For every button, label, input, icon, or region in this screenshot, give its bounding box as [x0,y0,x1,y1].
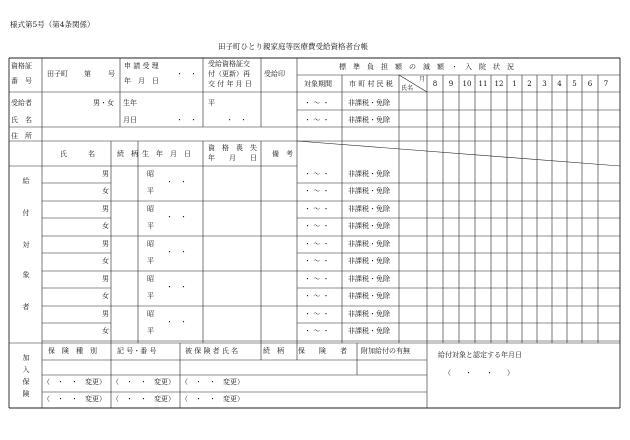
apply-label-2: 年 月 日 [124,77,159,85]
issue-label-3: 交 付 年 月 日 [208,80,252,88]
family-dots-5: ・ ・ [166,318,187,326]
side-char-1: 給 [22,177,30,185]
family-period-b-4: ・ ～ ・ [304,292,330,300]
go-label: 号 [108,70,115,78]
family-female-2: 女 [102,222,109,230]
address-label: 住 所 [11,132,32,140]
ins-symbol-header: 記 号・番 号 [117,347,157,355]
apply-label-1: 申 請 受 理 [124,62,159,70]
birth-label-1: 生年 [123,99,137,107]
form-label: 様式第5号（第4条関係） [10,20,95,29]
family-period-a-4: ・ ～ ・ [304,275,330,283]
month-4: 4 [557,80,562,88]
cert-date-label: 給付対象と認定する年月日 [438,351,522,359]
family-showa-2: 昭 [147,205,154,213]
period-header: 対象期間 [304,80,332,88]
dai-label: 第 [84,70,91,78]
name-label: 氏名 [401,85,414,92]
month-8: 8 [432,80,438,88]
family-heisei-4: 平 [147,292,154,300]
family-period-a-2: ・ ～ ・ [304,205,330,213]
municipal-tax-header: 市 町 村 民 税 [349,80,393,88]
family-period-b-2: ・ ～ ・ [304,222,330,230]
issue-label-1: 受給資格証交 [208,60,250,68]
family-period-b-5: ・ ～ ・ [304,327,330,335]
family-period-a-1: ・ ～ ・ [304,170,330,178]
ins-insured-header: 被 保 険 者 氏 名 [185,347,239,355]
remarks-header: 備 考 [272,150,293,158]
ins-change-2-2: （ ・ ・ 変更） [112,395,175,403]
lost-header-1: 資 格 喪 失 [208,144,257,152]
ins-change-2-1: （ ・ ・ 変更） [43,395,106,403]
family-showa-5: 昭 [147,310,154,318]
family-tax-a-4: 非課税・免除 [348,275,390,283]
recipient-tax-2: 非課税・免除 [348,116,390,124]
family-period-b-1: ・ ～ ・ [304,187,330,195]
family-tax-b-4: 非課税・免除 [348,292,390,300]
family-period-a-5: ・ ～ ・ [304,310,330,318]
family-male-3: 男 [102,240,109,248]
recipient-seal-label: 受給印 [264,70,285,78]
cert-date-value: （ ・ ・ ） [444,369,514,377]
family-heisei-1: 平 [147,187,154,195]
month-label: 月 [419,76,426,83]
month-11: 11 [478,80,488,88]
family-showa-1: 昭 [147,170,154,178]
ins-side-3: 保 [22,378,30,386]
recipient-label-1: 受給者 [11,99,32,107]
family-tax-b-5: 非課税・免除 [348,327,390,335]
ins-relation-header: 続 柄 [263,347,284,355]
family-tax-a-1: 非課税・免除 [348,170,390,178]
family-birth-header: 生 年 月 日 [142,150,191,158]
ins-side-2: 入 [22,366,30,374]
form-title: 田子町ひとり親家庭等医療費受給資格者台帳 [218,42,368,51]
family-tax-a-2: 非課税・免除 [348,205,390,213]
month-9: 9 [448,80,454,88]
ins-insurer-header: 保 険 者 [298,347,347,355]
month-6: 6 [587,80,593,88]
month-3: 3 [542,80,547,88]
family-heisei-2: 平 [147,222,154,230]
ins-change-2-3: （ ・ ・ 変更） [181,395,244,403]
birth-label-2: 月日 [123,116,137,124]
ins-additional-header: 附加給付の有無 [361,347,410,355]
ins-side-1: 加 [22,354,30,362]
family-male-4: 男 [102,275,109,283]
family-female-3: 女 [102,257,109,265]
family-female-5: 女 [102,327,109,335]
burden-title: 標 準 負 担 額 の 減 額 ・ 入 院 状 況 [339,63,514,71]
lost-header-2: 年 月 日 [208,154,257,162]
side-char-3: 対 [22,241,30,249]
family-female-4: 女 [102,292,109,300]
family-showa-4: 昭 [147,275,154,283]
town-name: 田子町 [47,70,68,78]
apply-date-dots: ・ ・ [176,70,197,78]
issue-era: 平 [208,99,215,107]
family-tax-b-1: 非課税・免除 [348,187,390,195]
month-12: 12 [494,80,504,88]
family-male-1: 男 [102,170,109,178]
diagonal-addr [297,141,620,166]
family-tax-b-3: 非課税・免除 [348,257,390,265]
recipient-period-1: ・ ～ ・ [304,99,330,107]
ins-side-4: 険 [22,390,30,398]
family-period-b-3: ・ ～ ・ [304,257,330,265]
family-tax-a-5: 非課税・免除 [348,310,390,318]
side-char-5: 者 [22,303,30,311]
family-dots-4: ・ ・ [166,283,187,291]
ins-type-header: 保 険 種 別 [48,347,97,355]
month-1: 1 [512,80,517,88]
family-male-5: 男 [102,310,109,318]
month-7: 7 [603,80,609,88]
month-5: 5 [572,80,577,88]
ins-change-1-2: （ ・ ・ 変更） [112,378,175,386]
family-name-header: 氏 名 [60,150,95,158]
recipient-period-2: ・ ～ ・ [304,116,330,124]
month-2: 2 [527,80,532,88]
month-10: 10 [462,80,472,88]
family-dots-2: ・ ・ [166,213,187,221]
side-char-2: 付 [22,209,30,217]
recipient-tax-1: 非課税・免除 [348,99,390,107]
family-period-a-3: ・ ～ ・ [304,240,330,248]
family-relation-header: 続 柄 [117,150,138,158]
recipient-label-2: 氏 名 [11,116,32,124]
ins-change-1-1: （ ・ ・ 変更） [43,378,106,386]
side-char-4: 象 [22,271,30,279]
birth-dots: ・ ・ [176,116,197,124]
family-tax-a-3: 非課税・免除 [348,240,390,248]
cert-no-label-1: 資格証 [11,62,32,70]
issue-label-2: 付（更新）再 [208,70,250,78]
cert-no-label-2: 番 号 [11,77,32,85]
family-dots-1: ・ ・ [166,178,187,186]
family-female-1: 女 [102,187,109,195]
family-showa-3: 昭 [147,240,154,248]
sex-choice: 男・女 [93,99,114,107]
family-dots-3: ・ ・ [166,248,187,256]
family-heisei-5: 平 [147,327,154,335]
family-tax-b-2: 非課税・免除 [348,222,390,230]
ins-change-1-3: （ ・ ・ 変更） [181,378,244,386]
family-heisei-3: 平 [147,257,154,265]
family-male-2: 男 [102,205,109,213]
issue-dots: ・ ・ [226,116,247,124]
